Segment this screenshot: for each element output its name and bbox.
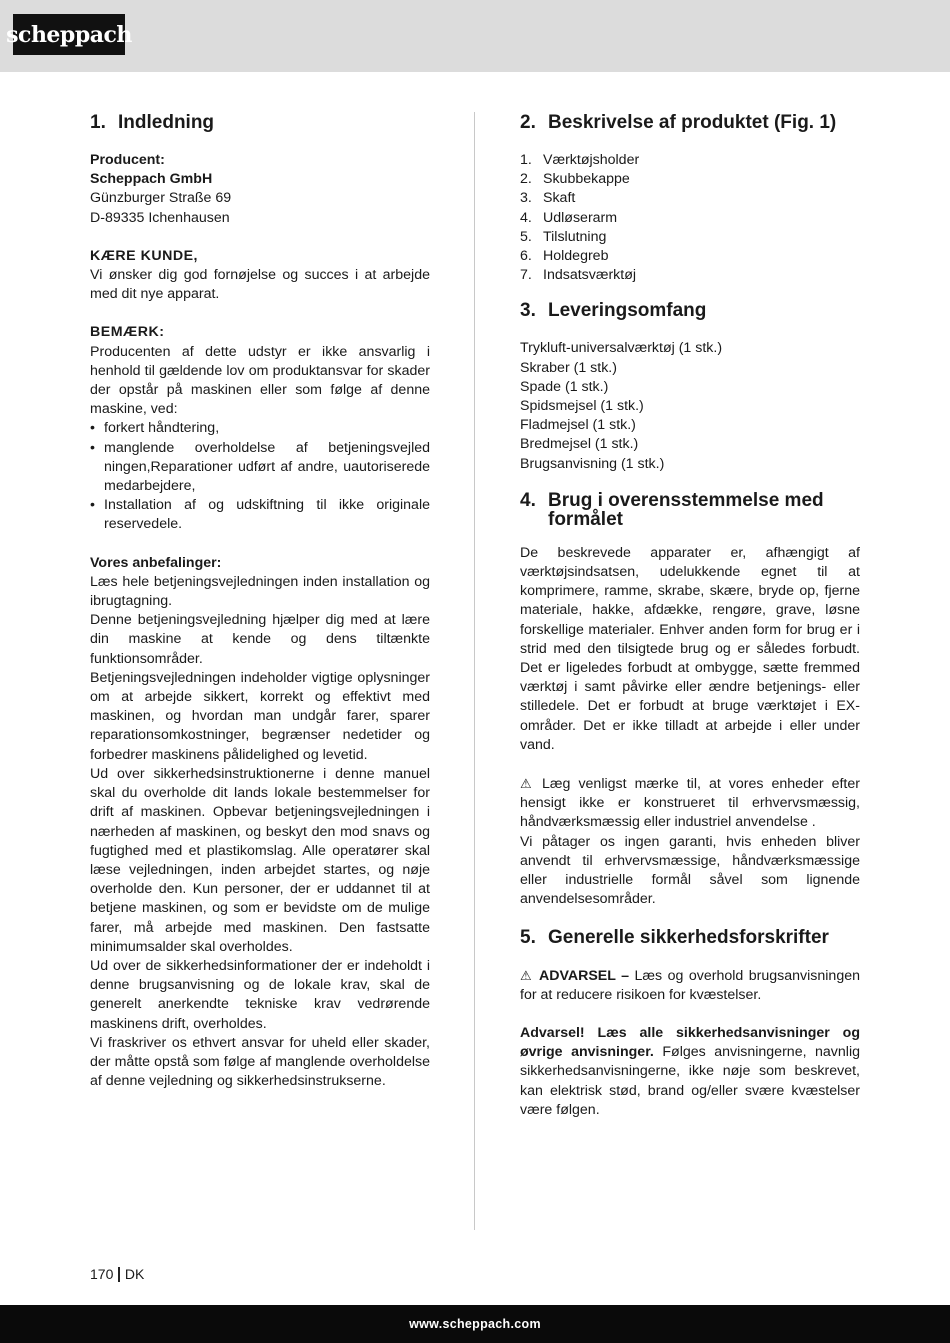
delivery-item: Brugsanvisning (1 stk.) <box>520 455 665 472</box>
footer-separator <box>118 1267 120 1282</box>
delivery-item: Spade (1 stk.) <box>520 378 609 395</box>
section-number: 1. <box>90 112 106 133</box>
item-number: 4. <box>520 209 532 226</box>
item-label: Værktøjsholder <box>543 152 640 168</box>
warning-icon: ⚠ <box>520 776 532 792</box>
warning-text: Læs og overhold brugsanvisningen for at reducere risikoen for kvæstelser. <box>520 967 860 1003</box>
notice-paragraph <box>520 774 860 833</box>
dear-customer-label: KÆRE KUNDE, <box>90 247 198 264</box>
item-number: 6. <box>520 248 532 265</box>
section-2-heading <box>520 112 860 134</box>
safety-text: Følges anvisningerne, navnlig sikkerhedsanvisningerne, ikke nøje som beskrevet, kan elektrisk stød, brand og/eller svære kvæstelser være følgen. <box>520 1044 860 1118</box>
warning-label: ADVARSEL – <box>534 967 630 984</box>
list-item <box>520 228 860 247</box>
safety-paragraph <box>520 1024 860 1120</box>
item-number: 2. <box>520 171 532 188</box>
section-title: Leveringsomfang <box>548 300 707 322</box>
list-item <box>520 151 860 170</box>
address-street: Günzburger Straße 69 <box>90 190 232 207</box>
item-label: Udløserarm <box>543 209 618 226</box>
dear-customer-text: Vi ønsker dig god fornøjelse og succes i at arbejde med dit nye apparat. <box>90 267 430 303</box>
section-title: Generelle sikkerhedsforskrifter <box>548 926 829 948</box>
section-3-heading <box>520 300 860 322</box>
recommendation-paragraph: Vi fraskriver os ethvert ansvar for uheld eller skader, der måtte opstå som følge af manglende overholdelse af denne vejledning og sikkerhedsinstrukserne. <box>90 1034 430 1090</box>
section-5-heading <box>520 927 860 949</box>
right-column <box>520 112 860 1120</box>
scheppach-logo: scheppach <box>13 14 125 55</box>
section-number: 3. <box>520 300 536 322</box>
delivery-item: Trykluft-universalværktøj (1 stk.) <box>520 340 723 357</box>
list-item <box>520 247 860 266</box>
intended-use-text: De beskrevede apparater er, afhængigt af værktøjsindsatsen, udelukkende egnet til at komprimere, ramme, skrabe, skære, bryde op, fjerne materiale, hakke, afdække, rengøre, grave, løsne forskellige materialer. Enhver anden form for brug er i strid med den tilsigtede brug og er således forbudt. Det er ligeledes forbudt at ombygge, sætte fremmed værktøj i samt påvirke eller ændre betjenings- eller stilledele. Det er forbudt at bruge værktøjet i EX-områder. Det er ikke tilladt at arbejde i eller under vand. <box>520 544 860 753</box>
item-label: Holdegreb <box>543 248 609 265</box>
list-item <box>520 170 860 189</box>
parts-list <box>520 151 860 285</box>
safety-bold: Advarsel! Læs alle sikkerhedsanvisninger og øvrige anvisninger. <box>520 1024 860 1061</box>
producer-label: Producent: <box>90 152 165 168</box>
recommendation-paragraph: Læs hele betjeningsvejledningen inden installation og ibrugtagning. <box>90 573 430 610</box>
item-label: Skubbekappe <box>543 171 630 188</box>
page-footer <box>90 1266 144 1282</box>
footer-bar <box>0 1305 950 1343</box>
list-item: • Installation af og udskiftning til ikke originale reservedele. <box>90 496 430 534</box>
delivery-item: Spidsmejsel (1 stk.) <box>520 398 644 415</box>
list-item: • manglende overholdelse af betjeningsvejled ningen,Reparationer udført af andre, uautoriserede medarbejdere, <box>90 439 430 497</box>
notice-text: Læg venligst mærke til, at vores enheder efter hensigt ikke er konstrueret til erhvervsmæssig, håndværksmæssig eller industriel anvendelse . <box>520 776 860 831</box>
item-number: 3. <box>520 190 532 207</box>
item-label: Skaft <box>543 190 576 207</box>
recommendation-paragraph: Denne betjeningsvejledning hjælper dig med at lære din maskine at kende og dens tiltænkte funktionsområder. <box>90 612 430 667</box>
producer-name: Scheppach GmbH <box>90 171 213 188</box>
list-item <box>520 209 860 228</box>
delivery-item: Bredmejsel (1 stk.) <box>520 436 639 453</box>
warning-icon: ⚠ <box>520 967 532 983</box>
section-number: 5. <box>520 926 536 948</box>
website-link[interactable]: www.scheppach.com <box>409 1317 541 1331</box>
recommendation-paragraph: Betjeningsvejledningen indeholder vigtige oplysninger om at arbejde sikkert, korrekt og effektivt med maskinen, og hvordan man undgår farer, sparer reparationsomkostninger, begrænser nedetider og forbedrer maskinens pålidelighed og levetid. <box>90 669 430 763</box>
note-label: BEMÆRK: <box>90 324 165 341</box>
section-title: Beskrivelse af produktet (Fig. 1) <box>548 112 837 133</box>
item-number: 5. <box>520 228 532 245</box>
recommendations-label: Vores anbefalinger: <box>90 554 222 571</box>
recommendation-paragraph: Ud over sikkerhedsinstruktionerne i denne manuel skal du overholde dit lands lokale bestemmelser for drift af maskinen. Opbevar betjeningsvejledningen i nærheden af maskinen, og beskyt den mod snavs og fugtighed med et plastikomslag. Alle operatører skal læse vejledningen, inden arbejdet startes, og nøje overholde den. Kun personer, der er uddannet til at betjene maskinen, og som er bevidste om de mulige farer, må arbejde med maskinen. Den fastsatte minimumsalder skal overholdes. <box>90 765 430 955</box>
item-number: 7. <box>520 267 532 284</box>
section-1-heading <box>90 112 430 134</box>
address-city: D-89335 Ichenhausen <box>90 209 230 226</box>
item-number: 1. <box>520 152 532 168</box>
page-number: 170 <box>90 1266 114 1282</box>
section-number: 4. <box>520 489 536 511</box>
header-bar <box>0 0 950 72</box>
section-4-heading <box>520 491 860 529</box>
delivery-item: Fladmejsel (1 stk.) <box>520 417 636 434</box>
delivery-item: Skraber (1 stk.) <box>520 359 617 376</box>
item-label: Indsatsværktøj <box>543 267 637 284</box>
recommendation-paragraph: Ud over de sikkerhedsinformationer der er indeholdt i denne brugsanvisning og de lokale krav, skal de generelt anerkendte tekniske krav vedrørende maskinens drift, overholdes. <box>90 957 430 1032</box>
section-title: Brug i overensstemmelse med formålet <box>548 489 824 530</box>
column-divider <box>474 112 475 1230</box>
guarantee-text: Vi påtager os ingen garanti, hvis enheden bliver anvendt til erhvervsmæssige, håndværksmæssige eller industrielle formål såvel som lignende anvendelsesområder. <box>520 833 860 908</box>
section-title: Indledning <box>118 112 215 133</box>
item-label: Tilslutning <box>543 228 607 245</box>
language-code: DK <box>124 1266 145 1282</box>
liability-list <box>90 419 430 534</box>
note-text: Producenten af dette udstyr er ikke ansvarlig i henhold til gældende lov om produktansvar for skader der opstår på maskinen eller som følge af denne maskine, ved: <box>90 343 430 418</box>
left-column <box>90 112 430 1091</box>
section-number: 2. <box>520 112 536 133</box>
list-item: • forkert håndtering, <box>90 419 430 438</box>
list-item <box>520 189 860 208</box>
list-item <box>520 266 860 285</box>
warning-paragraph <box>520 966 860 1005</box>
